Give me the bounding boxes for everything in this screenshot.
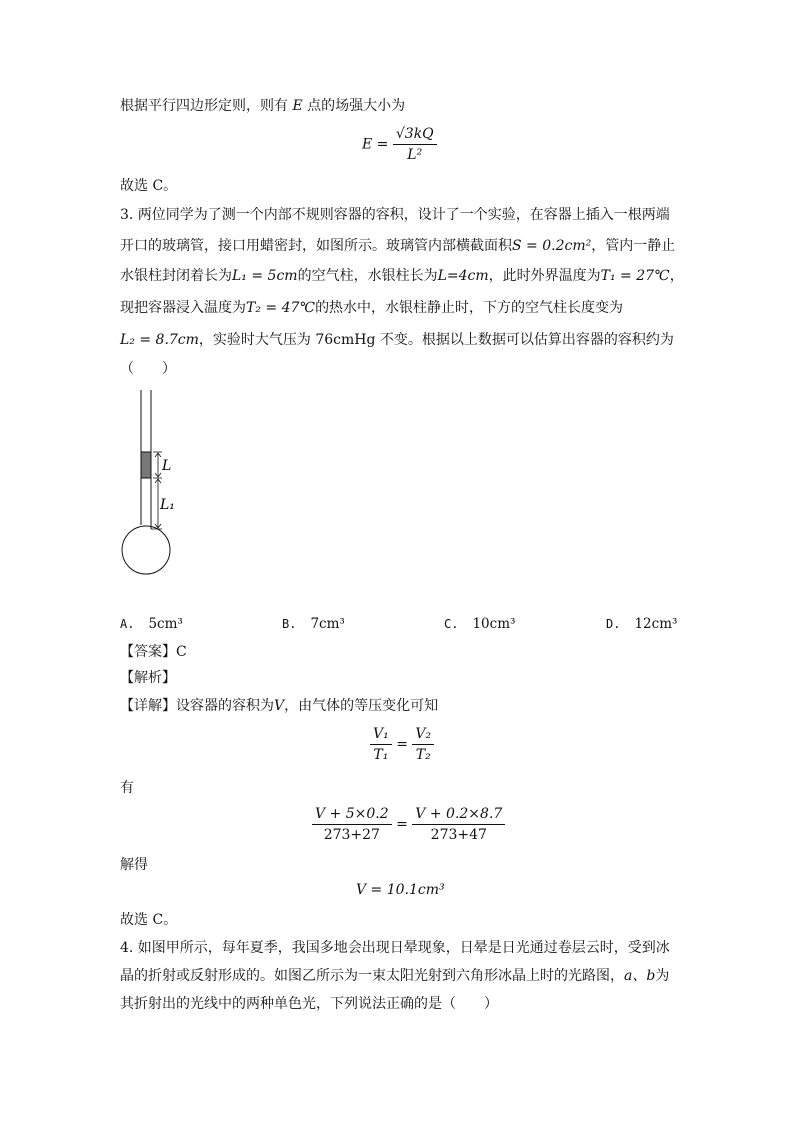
label-L1: L₁	[160, 497, 175, 513]
q3-line3: 水银柱封闭着长为L₁ = 5cm的空气柱，水银柱长为L=4cm，此时外界温度为T₁ = 27℃，	[120, 268, 684, 284]
container-bulb	[122, 526, 170, 574]
you-line: 有	[120, 780, 134, 796]
equation-substituted: $\frac{V + 5\times 0.2}{273+27}$ = $\frac{V + 0.2\times 8.7}{273+47}$	[312, 806, 505, 843]
jiede-line: 解得	[120, 857, 148, 873]
mercury-column	[141, 452, 151, 478]
equation-isobaric: $\frac{\text{V₁}}{\text{T₁}}$ = $\frac{\text{V₂}}{\text{T₂}}$	[370, 726, 434, 763]
choose-c-2: 故选 C。	[120, 912, 178, 928]
q4-line2: 晶的折射或反射形成的。如图乙所示为一束太阳光射到六角形冰晶上时的光路图，a、b为	[120, 968, 670, 984]
equation-result: V = 10.1cm³	[356, 882, 445, 898]
q3-line5: L₂ = 8.7cm，实验时大气压为 76cmHg 不变。根据以上数据可以估算出容器的容积约为	[120, 332, 674, 348]
label-L: L	[162, 458, 172, 474]
intro-line: 根据平行四边形定则，则有 E 点的场强大小为	[120, 98, 406, 114]
tube-figure	[110, 385, 200, 585]
option-c[interactable]: C. 10cm³	[444, 616, 516, 632]
option-d[interactable]: D. 12cm³	[606, 616, 678, 632]
q3-line2: 开口的玻璃管，接口用蜡密封，如图所示。玻璃管内部横截面积S = 0.2cm²，管内一静止	[120, 238, 676, 254]
q4-line1: 4. 如图甲所示，每年夏季，我国多地会出现日晕现象，日晕是日光通过卷层云时，受到冰	[120, 940, 670, 956]
q3-line6: （ ）	[120, 361, 176, 377]
analysis-heading: 【解析】	[120, 670, 176, 686]
option-b[interactable]: B. 7cm³	[282, 616, 345, 632]
answer-line: 【答案】C	[120, 644, 187, 660]
detail-line: 【详解】设容器的容积为V，由气体的等压变化可知	[120, 698, 439, 714]
q3-line4: 现把容器浸入温度为T₂ = 47℃的热水中，水银柱静止时，下方的空气柱长度变为	[120, 300, 624, 316]
q4-line3: 其折射出的光线中的两种单色光，下列说法正确的是（ ）	[120, 996, 498, 1012]
intro-var: E	[292, 98, 303, 114]
equation-field-strength: E = $\frac{√3kQ}{\text{L²}}$	[362, 126, 437, 163]
q3-line1: 3. 两位同学为了测一个内部不规则容器的容积，设计了一个实验，在容器上插入一根两端	[120, 207, 670, 223]
option-a[interactable]: A. 5cm³	[120, 616, 183, 632]
choose-c-1: 故选 C。	[120, 178, 178, 194]
